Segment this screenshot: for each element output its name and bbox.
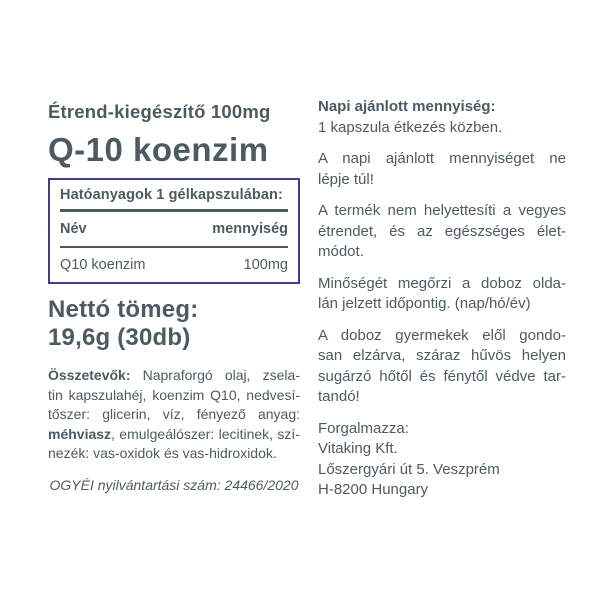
table-header: Hatóanyagok 1 gélkapszulában: <box>60 187 283 203</box>
table-row <box>50 248 298 282</box>
do-not-exceed-paragraph <box>318 149 566 190</box>
registration-number: OGYÉI nyilvántartási szám: 24466/2020 <box>49 476 299 493</box>
text-line: Napi ajánlott mennyiség: <box>318 98 496 115</box>
text-line: san elzárva, száraz hűvös helyen <box>318 347 566 364</box>
text-line: tin kapszulahéj, koenzim Q10, nedvesí- <box>48 386 300 403</box>
text-line: nezék: vas-oxidok és vas-hidroxidok. <box>48 445 277 461</box>
text-line: Összetevők: Napraforgó olaj, zsela- <box>48 367 300 383</box>
text-line: tőszer: glicerin, víz, fényező anyag: <box>48 406 300 422</box>
text-line: Lőszergyári út 5. Veszprém <box>318 460 500 478</box>
text-line: Vitaking Kft. <box>318 440 398 457</box>
text-line: méhviasz, emulgeálószer: lecitinek, szí- <box>48 425 300 442</box>
best-before-paragraph <box>318 274 566 315</box>
text-line: A napi ajánlott mennyiséget ne <box>318 150 566 167</box>
balanced-diet-paragraph <box>318 201 566 263</box>
text-line: Forgalmazza: <box>318 419 409 437</box>
text-line: lán jelzett időpontig. (nap/hó/év) <box>318 295 531 312</box>
text-line: H-8200 Hungary <box>318 481 429 498</box>
storage-warning-paragraph <box>318 326 566 408</box>
ingredient-name: Q10 koenzim <box>60 257 146 273</box>
text-line: lépje túl! <box>318 170 374 188</box>
ingredients-paragraph <box>48 366 300 464</box>
left-column <box>48 100 300 493</box>
column-header-amount: mennyiség <box>212 221 288 237</box>
net-weight-value: 19,6g (30db) <box>48 324 191 351</box>
text-line: Minőségét megőrzi a doboz olda- <box>318 274 566 292</box>
product-title: Q-10 koenzim <box>48 131 269 168</box>
ingredient-amount: 100mg <box>243 257 288 273</box>
text-line: A doboz gyermekek elől gondo- <box>318 326 566 344</box>
text-line: módot. <box>318 243 364 260</box>
active-ingredients-table <box>48 178 300 284</box>
net-weight-label: Nettó tömeg: <box>48 296 199 323</box>
right-column <box>318 97 566 501</box>
text-line: étrendet, és az egészséges élet- <box>318 222 566 240</box>
text-line: sugárzó hőtől és fénytől védve tar- <box>318 367 566 385</box>
distributor-block <box>318 419 566 501</box>
text-line: A termék nem helyettesíti a vegyes <box>318 202 566 219</box>
text-line: 1 kapszula étkezés közben. <box>318 118 503 136</box>
product-subtitle: Étrend-kiegészítő 100mg <box>48 101 271 122</box>
dosage-paragraph <box>318 97 566 138</box>
net-weight <box>48 296 300 352</box>
column-header-name: Név <box>60 221 87 237</box>
text-line: tandó! <box>318 388 360 405</box>
table-column-row <box>50 212 298 246</box>
